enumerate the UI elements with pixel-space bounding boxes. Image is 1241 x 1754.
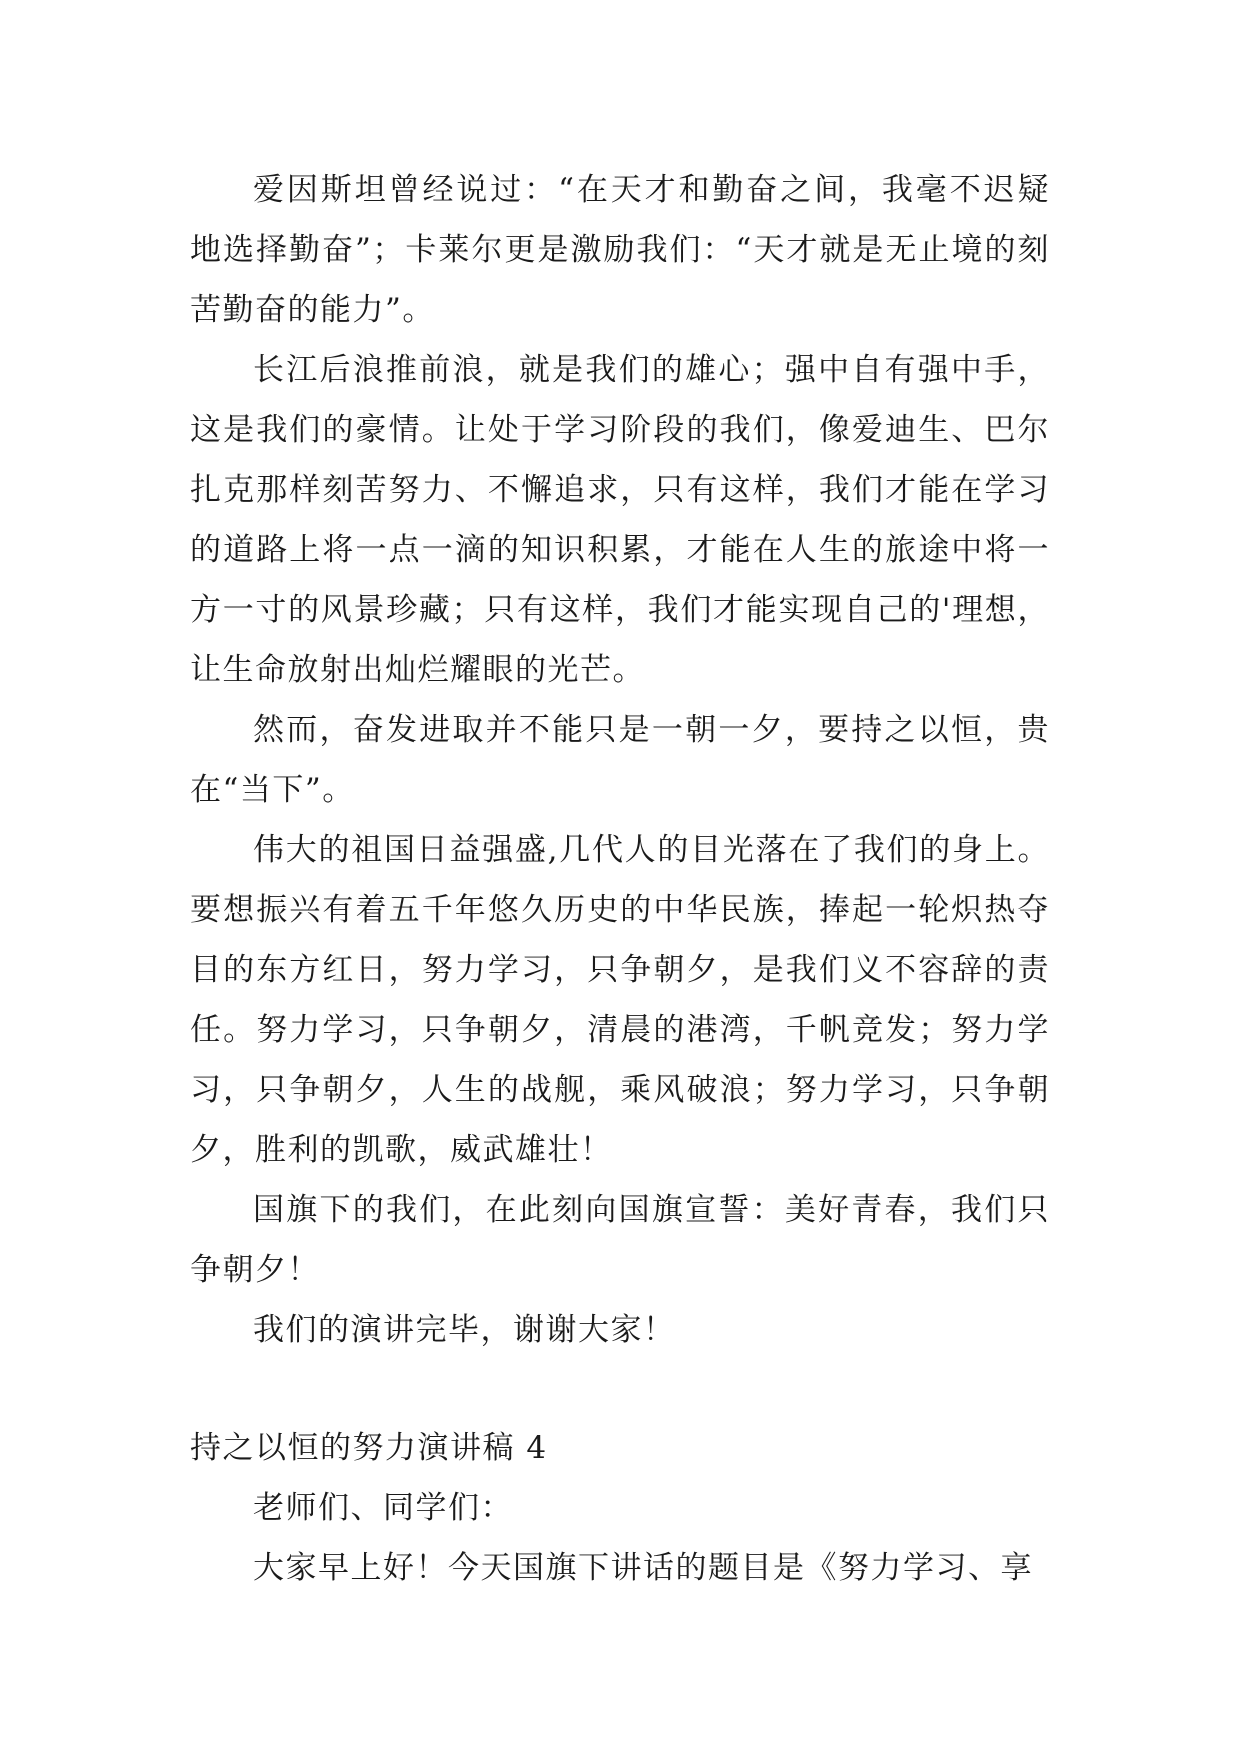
paragraph-opening: 大家早上好！今天国旗下讲话的题目是《努力学习、享 — [253, 1550, 1033, 1586]
paragraph-greeting: 老师们、同学们： — [253, 1490, 513, 1526]
paragraph-motherland: 伟大的祖国日益强盛,几代人的目光落在了我们的身上。要想振兴有着五千年悠久历史的中华民族，捧起一轮炽热夺目的东方红日，努力学习，只争朝夕，是我们义不容辞的责任。努力学习，只争朝夕，清晨的港湾，千帆竞发；努力学习，只争朝夕，人生的战舰，乘风破浪；努力学习，只争朝夕，胜利的凯歌，威武雄壮！ — [190, 832, 1050, 1168]
section-heading: 持之以恒的努力演讲稿 4 — [190, 1430, 548, 1466]
document-page — [190, 160, 1050, 1598]
paragraph-persistence: 然而，奋发进取并不能只是一朝一夕，要持之以恒，贵在“当下”。 — [190, 712, 1050, 808]
paragraph-closing: 我们的演讲完毕，谢谢大家！ — [253, 1312, 676, 1348]
paragraph-oath: 国旗下的我们，在此刻向国旗宣誓：美好青春，我们只争朝夕！ — [190, 1192, 1050, 1288]
paragraph-ambition: 长江后浪推前浪，就是我们的雄心；强中自有强中手，这是我们的豪情。让处于学习阶段的我们，像爱迪生、巴尔扎克那样刻苦努力、不懈追求，只有这样，我们才能在学习的道路上将一点一滴的知识积累，才能在人生的旅途中将一方一寸的风景珍藏；只有这样，我们才能实现自己的'理想，让生命放射出灿烂耀眼的光芒。 — [190, 352, 1050, 688]
paragraph-einstein-quote: 爱因斯坦曾经说过：“在天才和勤奋之间，我毫不迟疑地选择勤奋”；卡莱尔更是激励我们：“天才就是无止境的刻苦勤奋的能力”。 — [190, 172, 1050, 328]
